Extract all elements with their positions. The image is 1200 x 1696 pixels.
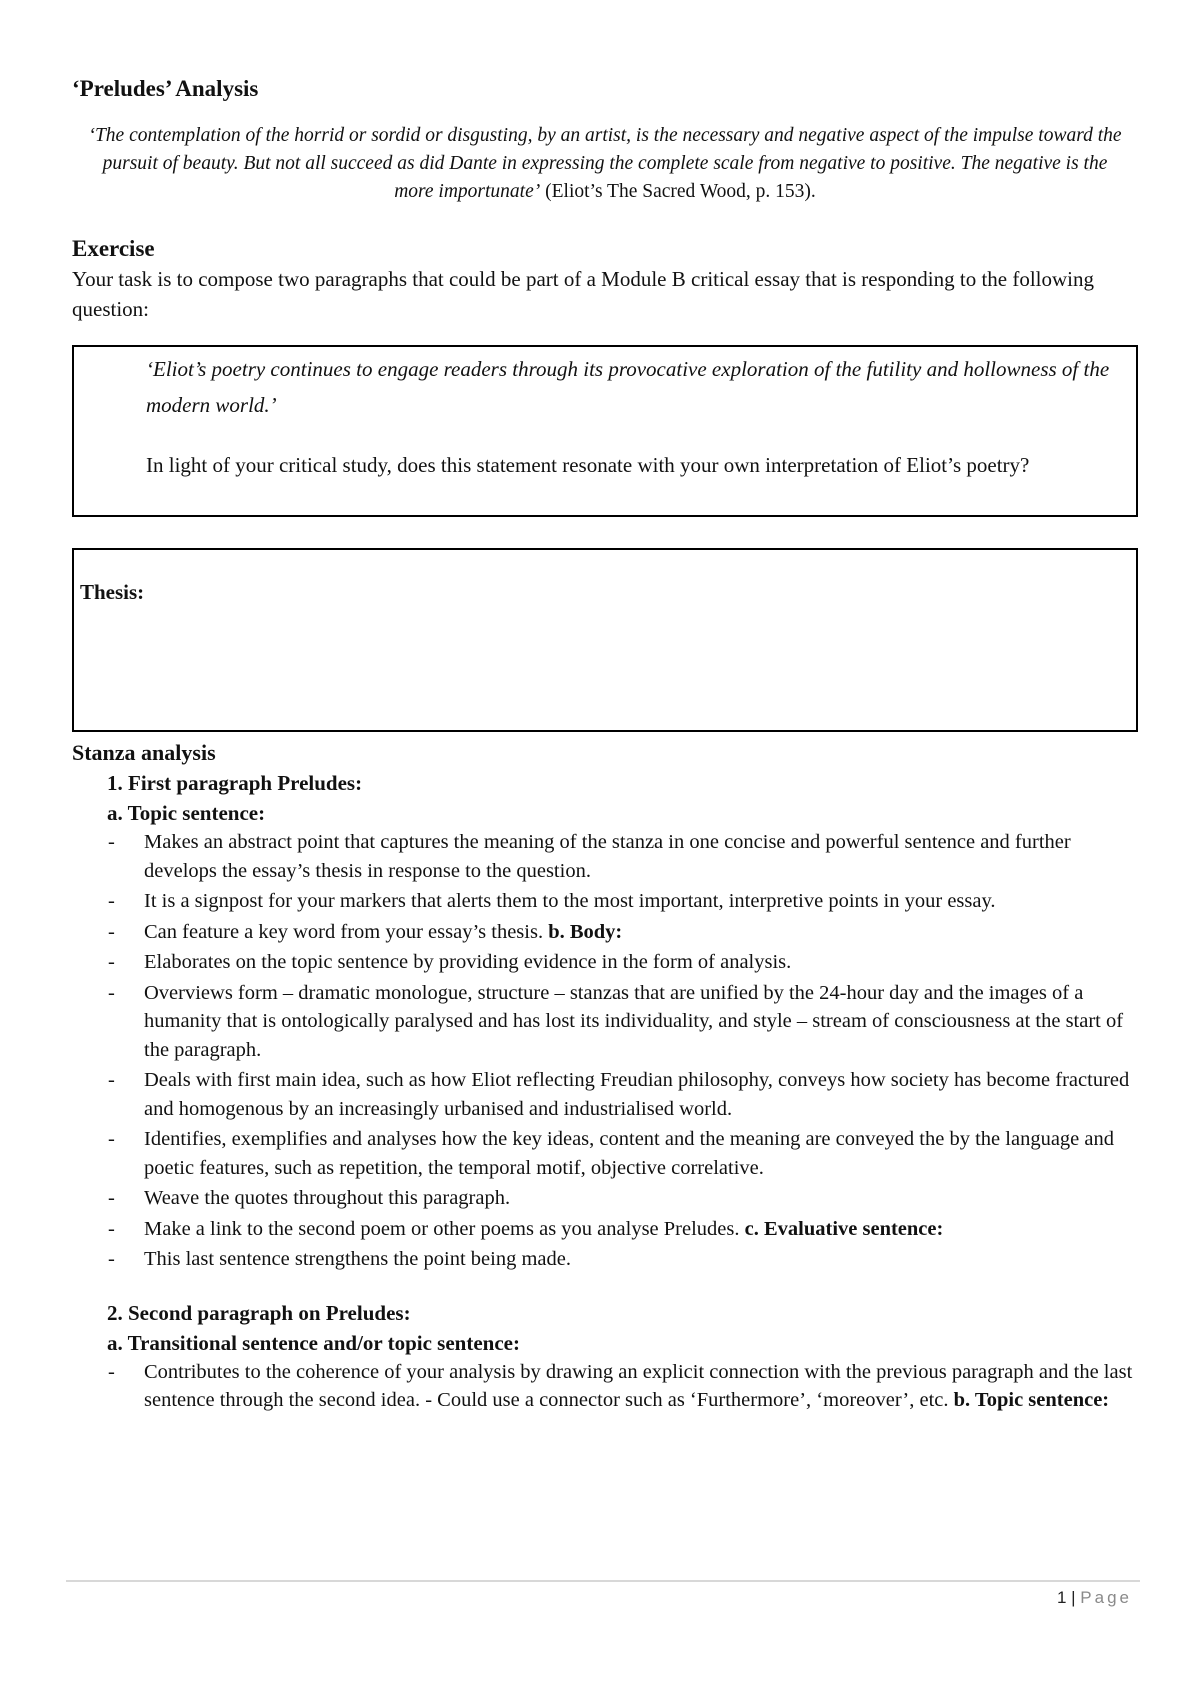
first-paragraph-heading: 1. First paragraph Preludes: <box>107 771 363 795</box>
transitional-sentence-heading: a. Transitional sentence and/or topic sentence: <box>107 1330 520 1355</box>
footer-separator: | <box>1066 1588 1081 1607</box>
topic-sentence-label: b. Topic sentence: <box>953 1389 1110 1411</box>
list-item: - Can feature a key word from your essay’s thesis. b. Body: <box>108 920 623 943</box>
second-paragraph-heading: 2. Second paragraph on Preludes: <box>107 1300 411 1325</box>
list-item: - Weave the quotes throughout this paragraph. <box>108 1187 511 1209</box>
page-number: 1 <box>1056 1588 1067 1607</box>
list-item: - It is a signpost for your markers that alerts them to the most important, interpretive points in your essay. <box>108 890 996 912</box>
list-item: - Makes an abstract point that captures the meaning of the stanza in one concise and powerful sentence and further develops the essay’s thesis in response to the question. <box>108 831 1071 882</box>
question-statement: ‘Eliot’s poetry continues to engage readers through its provocative exploration of the futility and hollowness of the modern world.’ <box>146 357 1110 417</box>
list-item: - Make a link to the second poem or other poems as you analyse Preludes. c. Evaluative sentence: <box>108 1217 944 1240</box>
body-label: b. Body: <box>548 920 623 943</box>
second-paragraph-list <box>72 1358 1138 1415</box>
thesis-label: Thesis: <box>80 580 145 604</box>
list-item: - Contributes to the coherence of your analysis by drawing an explicit connection with the previous paragraph and the last sentence through the second idea. - Could use a connector such as ‘Furthermore’, ‘moreover’, etc. b. Topic sentence: <box>108 1360 1133 1411</box>
epigraph-source: (Eliot’s The Sacred Wood, p. 153). <box>540 181 816 202</box>
evaluative-label: c. Evaluative sentence: <box>744 1217 944 1240</box>
footer-divider <box>66 1580 1140 1582</box>
list-item: - Elaborates on the topic sentence by providing evidence in the form of analysis. <box>108 951 792 973</box>
epigraph-quote: ‘The contemplation of the horrid or sordid or disgusting, by an artist, is the necessary and negative aspect of the impulse toward the pursuit of beauty. But not all succeed as did Dante in expressing the complete scale from negative to positive. The negative is the more importunate’ <box>88 125 1122 202</box>
first-paragraph-list <box>72 828 1138 1274</box>
exercise-text: Your task is to compose two paragraphs that could be part of a Module B critical essay that is responding to the following question: <box>72 267 1095 321</box>
page-content <box>72 76 1138 1417</box>
epigraph <box>86 122 1124 206</box>
topic-sentence-heading: a. Topic sentence: <box>107 801 266 825</box>
page-label: Page <box>1080 1588 1132 1607</box>
list-item: - Overviews form – dramatic monologue, structure – stanzas that are unified by the 24-hour day and the images of a humanity that is ontologically paralysed and has lost its individuality, and style – stream of consciousness at the start of the paragraph. <box>108 981 1124 1061</box>
page-title: ‘Preludes’ Analysis <box>72 76 259 101</box>
list-item: - Deals with first main idea, such as how Eliot reflecting Freudian philosophy, conveys how society has become fractured and homogenous by an increasingly urbanised and industrialised world. <box>108 1069 1130 1120</box>
question-prompt: In light of your critical study, does this statement resonate with your own interpretation of Eliot’s poetry? <box>146 453 1030 477</box>
page-footer <box>1057 1588 1132 1608</box>
stanza-analysis-heading: Stanza analysis <box>72 740 216 765</box>
exercise-heading: Exercise <box>72 236 155 261</box>
thesis-box <box>72 548 1138 732</box>
list-item: - This last sentence strengthens the point being made. <box>108 1248 571 1270</box>
question-box <box>72 345 1138 517</box>
list-item: - Identifies, exemplifies and analyses how the key ideas, content and the meaning are conveyed the by the language and poetic features, such as repetition, the temporal motif, objective correlative. <box>108 1128 1114 1179</box>
